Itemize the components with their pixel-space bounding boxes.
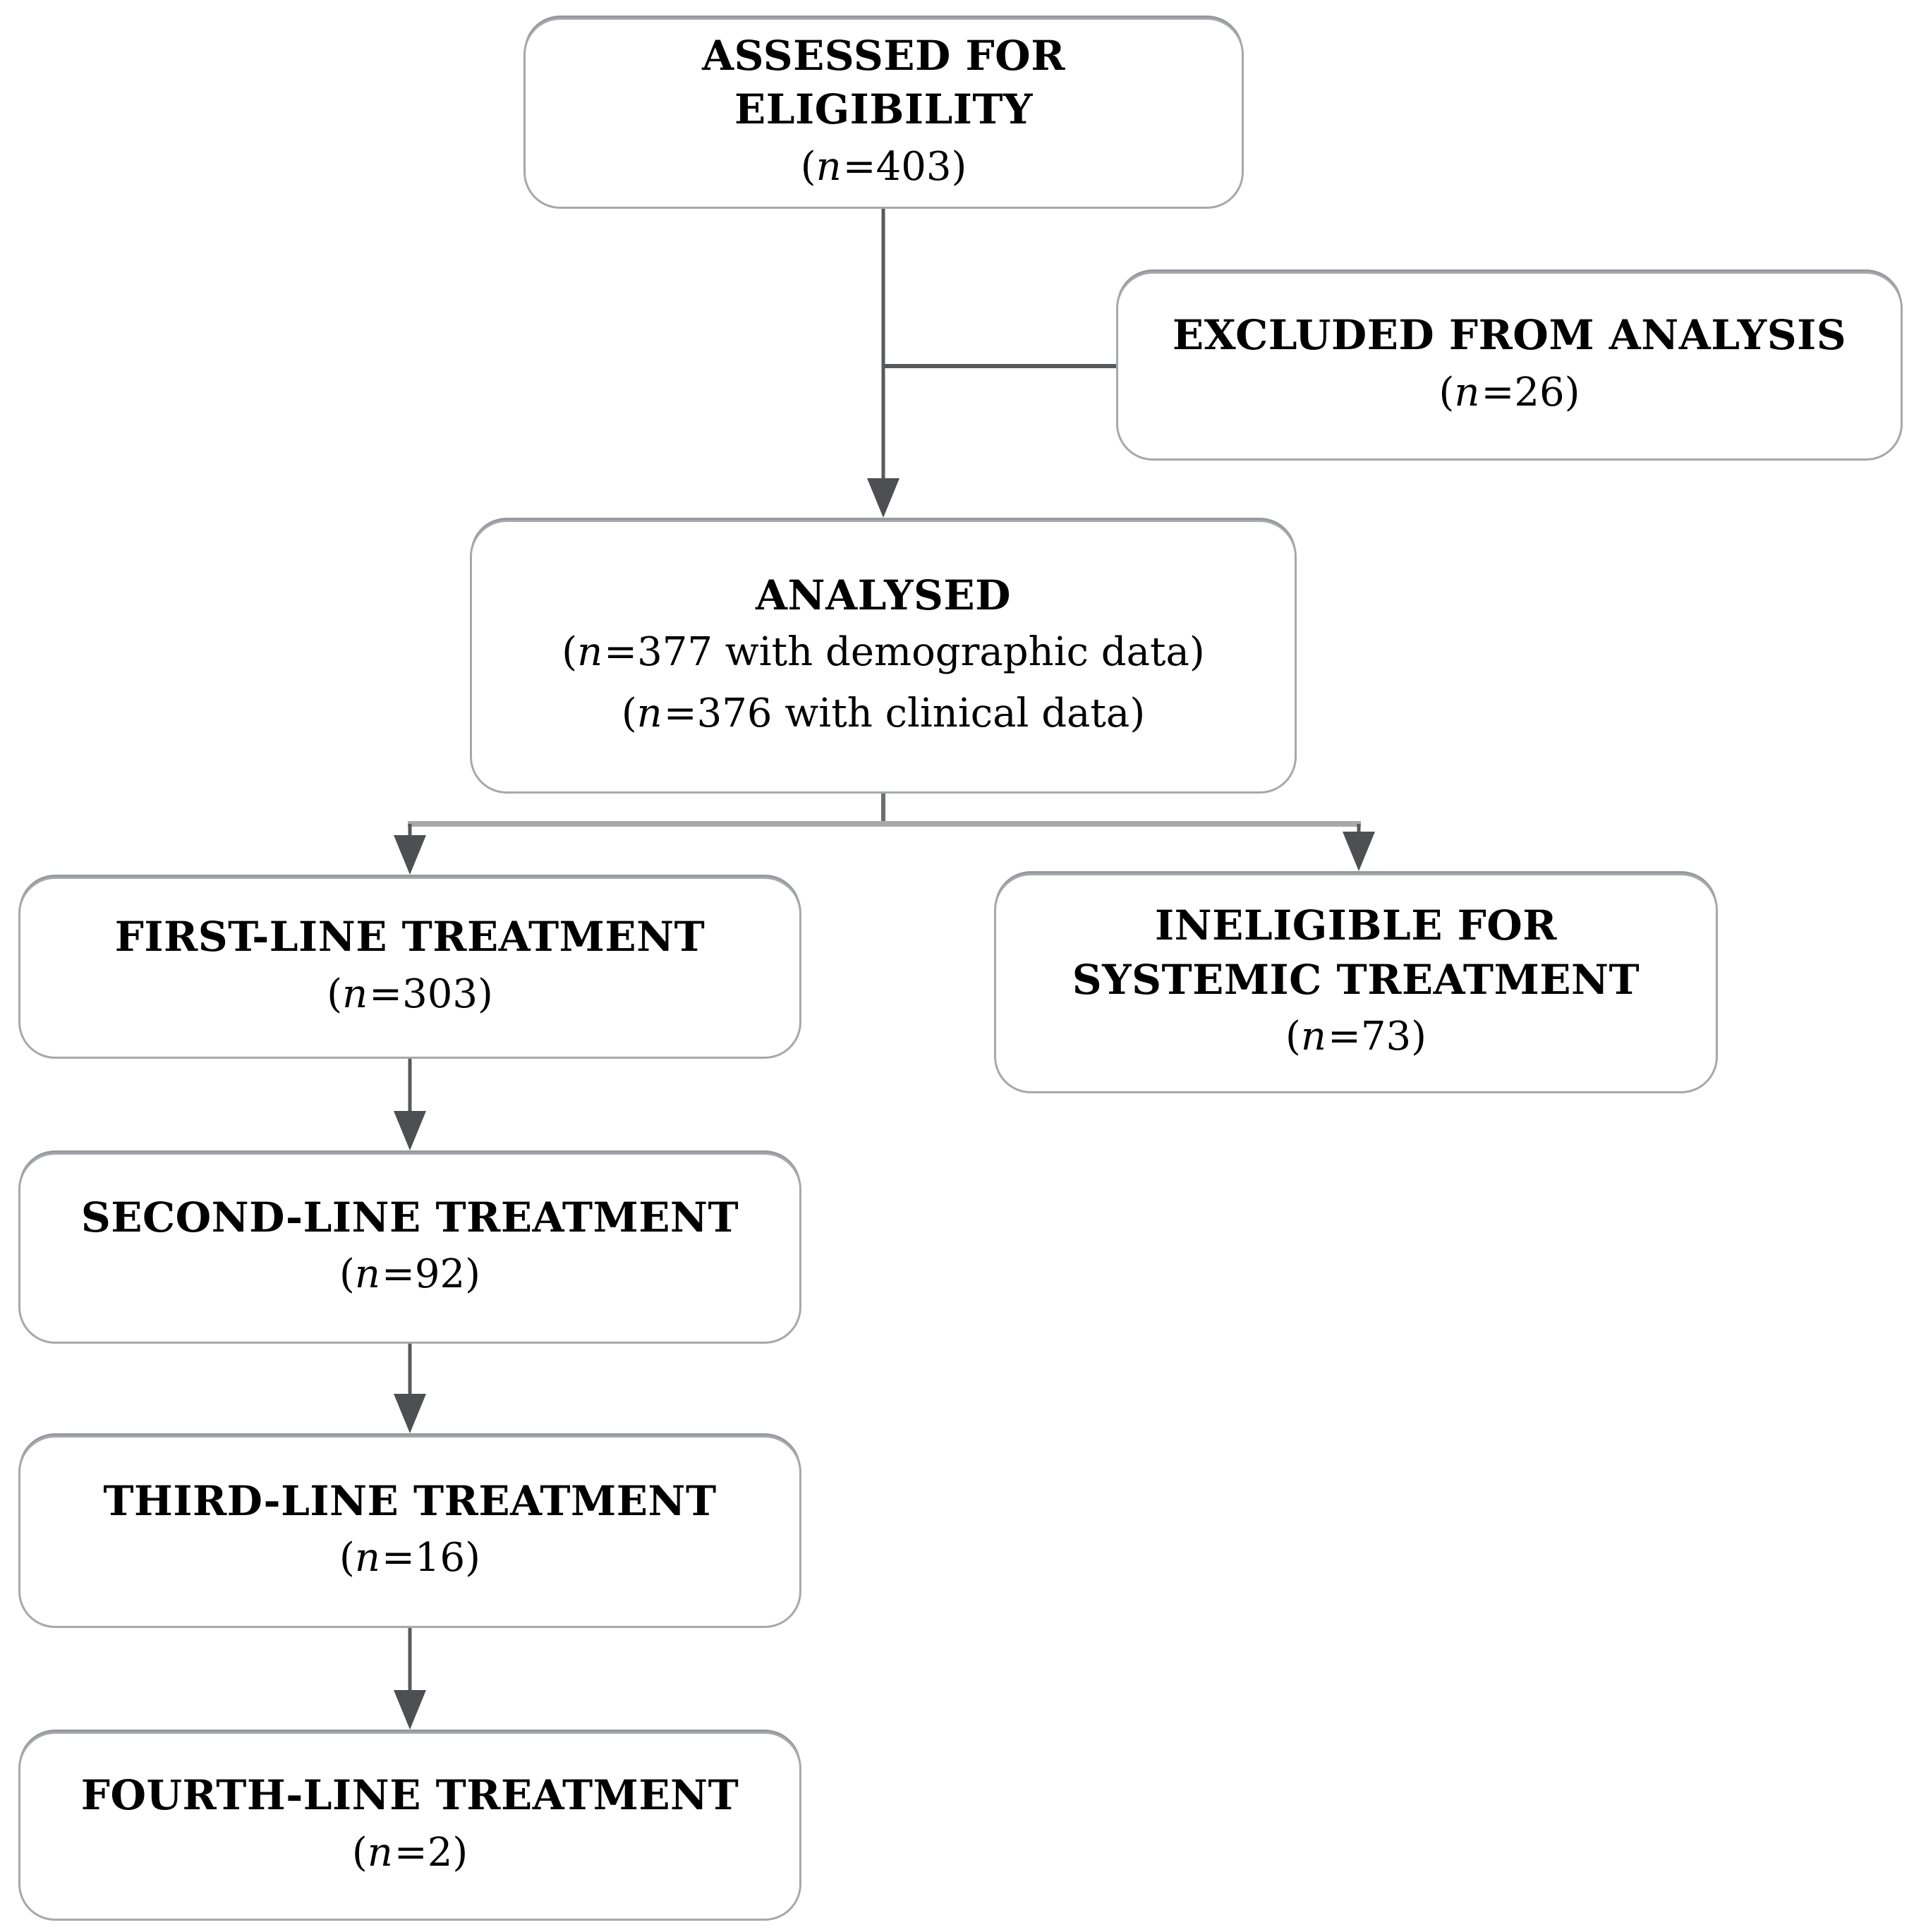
- flow-box-excluded-from-analysis: [1116, 272, 1903, 461]
- box-count-clinical: (n=376 with clinical data): [621, 691, 1146, 737]
- box-title: FIRST-LINE TREATMENT: [114, 913, 705, 961]
- arrowhead-analysed-icon: [867, 478, 900, 518]
- box-count: (n=16): [339, 1535, 480, 1581]
- box-title: EXCLUDED FROM ANALYSIS: [1172, 311, 1847, 360]
- flow-box-ineligible-for-systemic-treatment: [994, 873, 1718, 1093]
- box-count: (n=2): [351, 1829, 468, 1876]
- box-title: SECOND-LINE TREATMENT: [80, 1193, 739, 1241]
- flow-box-assessed-for-eligibility: [523, 18, 1244, 209]
- flow-box-first-line-treatment: [18, 877, 801, 1059]
- arrowhead-fourth-line-icon: [394, 1690, 426, 1730]
- arrowhead-third-line-icon: [394, 1394, 426, 1433]
- box-count: (n=73): [1285, 1014, 1427, 1060]
- flow-box-second-line-treatment: [18, 1153, 801, 1344]
- box-count: (n=403): [800, 143, 967, 190]
- box-title: INELIGIBLE FOR SYSTEMIC TREATMENT: [1072, 901, 1640, 1004]
- box-title: THIRD-LINE TREATMENT: [103, 1476, 717, 1525]
- box-count: (n=303): [327, 971, 493, 1017]
- flow-box-third-line-treatment: [18, 1435, 801, 1628]
- box-count: (n=26): [1438, 369, 1580, 415]
- arrowhead-second-line-icon: [394, 1111, 426, 1150]
- box-count-demographic: (n=377 with demographic data): [562, 629, 1205, 676]
- box-title: FOURTH-LINE TREATMENT: [80, 1771, 739, 1820]
- flow-box-analysed: [470, 520, 1297, 794]
- flow-box-fourth-line-treatment: [18, 1732, 801, 1921]
- box-count: (n=92): [339, 1251, 480, 1298]
- box-title: ANALYSED: [756, 571, 1011, 619]
- arrowhead-ineligible-icon: [1343, 832, 1375, 871]
- arrowhead-first-line-icon: [394, 835, 426, 875]
- box-title: ASSESSED FOR ELIGIBILITY: [702, 31, 1065, 134]
